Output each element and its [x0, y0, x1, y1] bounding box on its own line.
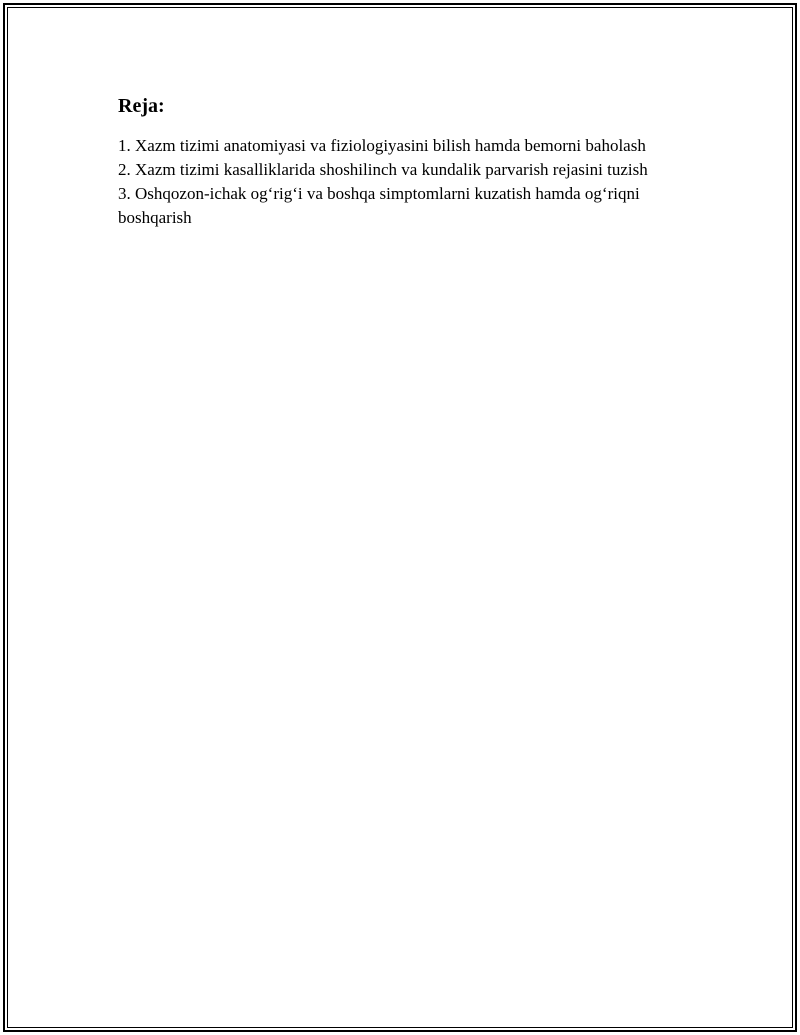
plan-list — [118, 134, 688, 230]
page-content — [118, 94, 688, 230]
plan-item-1: 1. Xazm tizimi anatomiyasi va fiziologiyasini bilish hamda bemorni baholash — [118, 136, 646, 155]
plan-item-2: 2. Xazm tizimi kasalliklarida shoshilinch va kundalik parvarish rejasini tuzish — [118, 160, 648, 179]
plan-item-3: 3. Oshqozon-ichak og‘rig‘i va boshqa simptomlarni kuzatish hamda og‘riqni boshqarish — [118, 184, 640, 227]
plan-heading: Reja: — [118, 95, 165, 117]
